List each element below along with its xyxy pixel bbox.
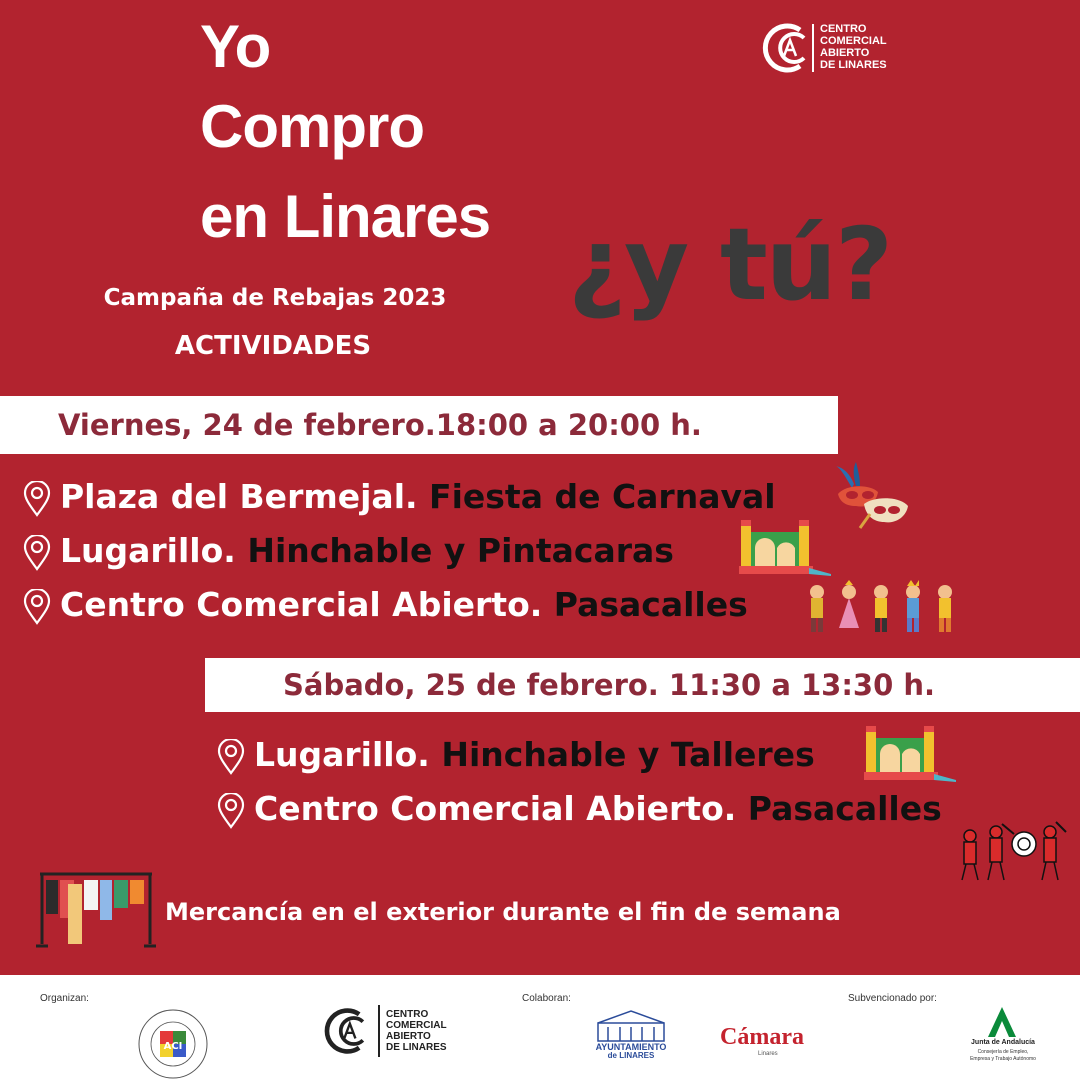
friday-item-3-activity: Pasacalles (553, 585, 748, 624)
friday-date: Viernes, 24 de febrero.18:00 a 20:00 h. (58, 408, 702, 442)
cca-logo-icon (760, 20, 816, 76)
saturday-item-1 (216, 735, 815, 775)
ayuntamiento-text: AYUNTAMIENTO (595, 1042, 667, 1052)
camara-c: C (720, 1024, 738, 1050)
junta-sub-2: Empresa y Trabajo Autónomo (970, 1056, 1036, 1062)
saturday-date: Sábado, 25 de febrero. 11:30 a 13:30 h. (283, 668, 936, 702)
saturday-item-2 (216, 789, 942, 829)
title-line-1: Yo (200, 13, 271, 80)
colaboran-label: Colaboran: (522, 993, 571, 1004)
title-line-2: Compro (200, 93, 424, 160)
cca-footer-line-1: CENTRO (386, 1009, 429, 1020)
bouncy-castle-icon (862, 724, 958, 782)
camara-text: ámara (737, 1024, 804, 1050)
friday-date-band (0, 396, 838, 454)
junta-sub-1: Consejería de Empleo, (977, 1049, 1029, 1055)
location-pin-icon (22, 535, 52, 571)
ayuntamiento-logo (592, 1009, 670, 1059)
cca-logo (760, 20, 900, 80)
parade-kids-icon (803, 578, 965, 636)
logo-divider (812, 24, 814, 72)
cca-footer-line-2: COMERCIAL (386, 1020, 447, 1031)
cca-footer-divider (378, 1005, 380, 1057)
bouncy-castle-icon (737, 518, 833, 576)
location-pin-icon (216, 739, 246, 775)
location-pin-icon (22, 481, 52, 517)
campaign-title: Campaña de Rebajas 2023 (103, 285, 447, 311)
friday-item-1-place: Plaza del Bermejal. (60, 477, 418, 516)
ayuntamiento-town: de LINARES (607, 1051, 655, 1059)
camara-logo (720, 1025, 804, 1049)
friday-item-1 (22, 477, 776, 517)
organizan-label: Organizan: (40, 993, 89, 1004)
friday-item-2-place: Lugarillo. (60, 531, 236, 570)
logo-text-1: CENTRO (820, 23, 867, 35)
friday-item-2-activity: Hinchable y Pintacaras (247, 531, 674, 570)
friday-item-3-place: Centro Comercial Abierto. (60, 585, 543, 624)
junta-logo-icon (984, 1005, 1020, 1039)
sponsors-footer (0, 975, 1080, 1080)
friday-item-2 (22, 531, 674, 571)
merchandise-note: Mercancía en el exterior durante el fin de semana (165, 898, 841, 926)
activities-heading: ACTIVIDADES (174, 331, 372, 361)
location-pin-icon (22, 589, 52, 625)
saturday-date-band (205, 658, 1080, 712)
junta-text: Junta de Andalucía (971, 1039, 1035, 1046)
aci-text: ACI (163, 1041, 183, 1052)
cca-footer-line-4: DE LINARES (386, 1042, 447, 1053)
clothes-rack-icon (34, 868, 158, 950)
carnival-mask-icon (830, 462, 910, 530)
saturday-item-2-place: Centro Comercial Abierto. (254, 789, 737, 828)
question-headline: ¿y tú? (568, 206, 892, 323)
camara-sub: Linares (758, 1051, 778, 1057)
cca-footer-line-3: ABIERTO (386, 1031, 431, 1042)
logo-text-3: ABIERTO (820, 47, 870, 59)
aci-association-logo (136, 1007, 210, 1080)
marching-band-icon (958, 820, 1070, 884)
saturday-item-2-activity: Pasacalles (747, 789, 942, 828)
friday-item-1-activity: Fiesta de Carnaval (429, 477, 776, 516)
location-pin-icon (216, 793, 246, 829)
logo-text-2: COMERCIAL (820, 35, 887, 47)
title-line-3: en Linares (200, 183, 491, 250)
friday-item-3 (22, 585, 748, 625)
cca-footer-logo-icon (322, 1005, 374, 1057)
logo-text-4: DE LINARES (820, 59, 887, 71)
saturday-item-1-activity: Hinchable y Talleres (441, 735, 815, 774)
cca-footer-text (386, 1009, 447, 1053)
subvencionado-label: Subvencionado por: (848, 993, 937, 1004)
saturday-item-1-place: Lugarillo. (254, 735, 430, 774)
